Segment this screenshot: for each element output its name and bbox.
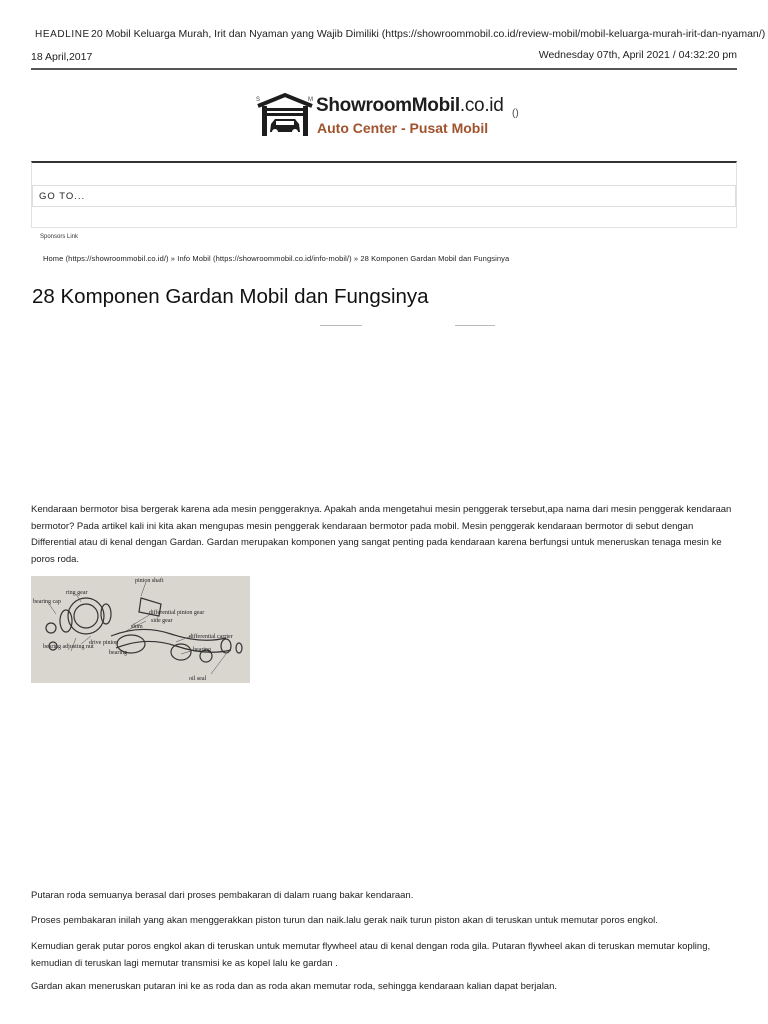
logo-paren: () — [512, 108, 519, 119]
garage-car-icon — [256, 92, 314, 138]
fig-label: shim — [131, 624, 143, 630]
article-intro: Kendaraan bermotor bisa bergerak karena ada mesin penggeraknya. Apakah anda mengetahui mesin penggerak tersebut,apa nama dari mesin penggerak kendaraan bermotor? Pada artikel kali ini kita akan mengupas mesin penggerak kendaraan bermotor pada mobil. Mesin penggerak kendaraan bermotor di sebut dengan Differential atau di kenal dengan Gardan. Gardan merupakan komponen yang sangat penting pada kendaraan karena berfungsi untuk meneruskan tenaga mesin ke poros roda. — [31, 504, 732, 565]
fig-label: bearing — [193, 647, 211, 653]
ad-placeholder-line — [455, 325, 495, 326]
fig-label: bearing — [109, 650, 127, 656]
goto-menu[interactable] — [32, 185, 736, 207]
headline-link[interactable]: 20 Mobil Keluarga Murah, Irit dan Nyaman yang Wajib Dimiliki (https://showroommobil.co.id/review-mobil/mobil-keluarga-murah-irit-dan-nyaman/) — [91, 28, 766, 40]
fig-label: pinion shaft — [135, 578, 164, 584]
goto-label: GO TO... — [39, 191, 86, 202]
logo-domain: .co.id — [459, 95, 504, 116]
sponsors-link-label: Sponsors Link — [40, 234, 79, 240]
fig-label: side gear — [151, 618, 173, 624]
breadcrumb-info-mobil[interactable]: Info Mobil (https://showroommobil.co.id/info-mobil/) — [177, 254, 352, 263]
breadcrumb-home[interactable]: Home (https://showroommobil.co.id/) — [43, 254, 169, 263]
logo-tagline: Auto Center - Pusat Mobil — [317, 120, 489, 136]
fig-label: differential carrier — [189, 634, 233, 640]
article-title: 28 Komponen Gardan Mobil dan Fungsinya — [32, 285, 429, 308]
differential-diagram-image — [31, 576, 250, 683]
article-paragraph: Proses pembakaran inilah yang akan menggerakkan piston turun dan naik.lalu gerak naik turun piston akan di teruskan untuk memutar poros engkol. — [31, 915, 658, 926]
article-paragraph: Putaran roda semuanya berasal dari proses pembakaran di dalam ruang bakar kendaraan. — [31, 890, 414, 901]
svg-text:M: M — [308, 97, 313, 103]
ad-placeholder-line — [320, 325, 362, 326]
breadcrumb-separator: » — [168, 254, 178, 263]
breadcrumb-separator: » — [351, 254, 361, 263]
breadcrumb — [43, 254, 509, 263]
post-date: 18 April,2017 — [31, 51, 93, 63]
breadcrumb-current: 28 Komponen Gardan Mobil dan Fungsinya — [360, 254, 510, 263]
fig-label: ring gear — [66, 590, 88, 596]
main-navigation — [31, 161, 737, 228]
current-datetime: Wednesday 07th, April 2021 / 04:32:20 pm — [538, 49, 737, 61]
header-divider — [31, 68, 737, 70]
differential-diagram-drawing — [31, 576, 250, 683]
logo-title — [316, 95, 504, 117]
svg-text:S: S — [256, 97, 261, 103]
headline-label: HEADLINE — [35, 29, 90, 40]
fig-label: differential pinion gear — [149, 610, 205, 616]
logo-name: ShowroomMobil — [316, 95, 460, 116]
article-paragraph: Gardan akan meneruskan putaran ini ke as roda dan as roda akan memutar roda, sehingga kendaraan kalian dapat berjalan. — [31, 981, 558, 992]
fig-label: bearing adjusting nut — [43, 644, 94, 650]
fig-label: drive pinion — [89, 640, 119, 646]
fig-label: bearing cap — [33, 599, 61, 605]
fig-label: oil seal — [189, 676, 207, 682]
article-paragraph: Kemudian gerak putar poros engkol akan di teruskan untuk memutar flywheel atau di kenal dengan roda gila. Putaran flywheel akan di teruskan memutar kopling, kemudian di teruskan lagi memutar transmisi ke as kopel lalu ke gardan . — [31, 941, 711, 969]
site-logo[interactable] — [256, 92, 526, 140]
